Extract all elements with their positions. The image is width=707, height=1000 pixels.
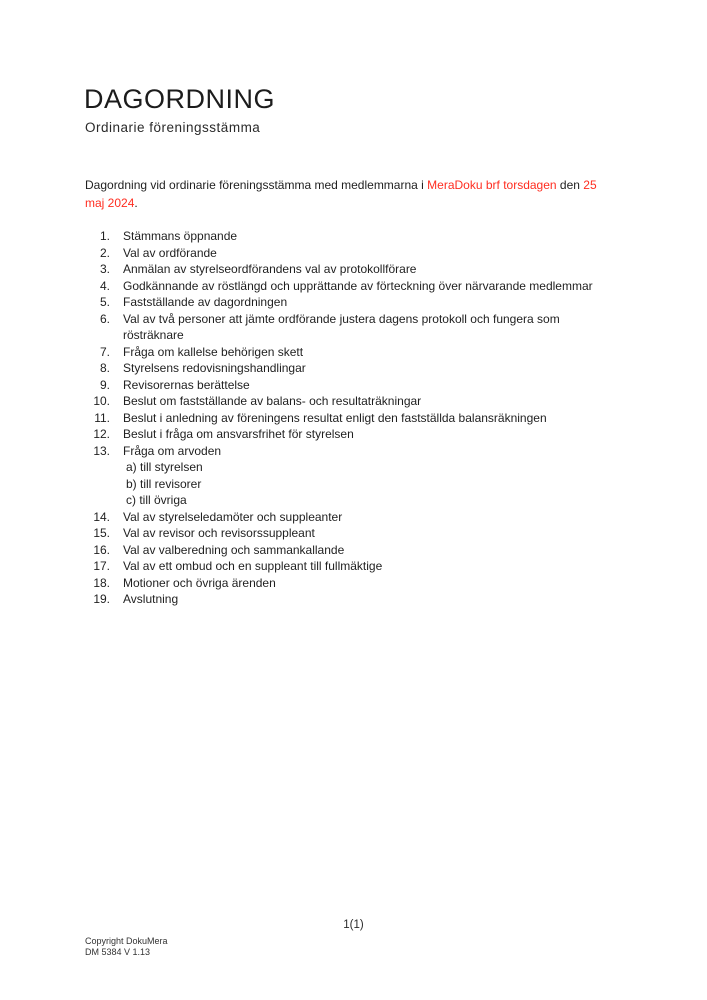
agenda-item-text: Beslut i fråga om ansvarsfrihet för styrelsen: [123, 427, 354, 441]
agenda-item: [85, 410, 630, 427]
intro-line: [85, 177, 630, 195]
agenda-item-text-line: rösträknare: [123, 328, 184, 342]
copyright-line1: Copyright DokuMera: [85, 936, 168, 946]
agenda-item-text: Fråga om kallelse behörigen skett: [123, 344, 304, 359]
agenda-item-number: 3.: [99, 262, 110, 276]
agenda-item-number: 9.: [99, 377, 110, 392]
agenda-item-text: Val av valberedning och sammankallande: [123, 542, 345, 557]
agenda-item-number: 19.: [93, 592, 110, 606]
agenda-item-text: Stämmans öppnande: [123, 229, 238, 243]
agenda-item: [85, 575, 630, 592]
agenda-item-number: 6.: [99, 311, 110, 326]
agenda-item-text: Fråga om arvoden a) till styrelsen b) till revisorer c) till övriga: [123, 443, 630, 509]
agenda-item-number: 4.: [99, 278, 110, 293]
agenda-item-number: 18.: [93, 575, 110, 590]
agenda-item-text: Beslut i anledning av föreningens resultat enligt den fastställda balansräkningen: [123, 410, 547, 425]
agenda-item: [85, 426, 630, 443]
intro-text: den: [556, 178, 584, 192]
intro-text: .: [134, 195, 138, 210]
agenda-item-text: Val av styrelseledamöter och suppleanter: [123, 509, 343, 524]
document-subtitle: Ordinarie föreningsstämma: [85, 120, 261, 135]
agenda-item-number: 7.: [99, 344, 110, 359]
agenda-sub-item: a) till styrelsen: [126, 460, 203, 474]
agenda-item-number: 2.: [99, 245, 110, 260]
intro-text: Dagordning vid ordinarie föreningsstämma med medlemmarna i: [85, 178, 428, 192]
agenda-item: [85, 393, 630, 410]
agenda-item-number: 11.: [94, 410, 110, 425]
agenda-item: [85, 278, 630, 295]
copyright-line2: DM 5384 V 1.13: [85, 946, 151, 957]
agenda-item-text: Val av revisor och revisorssuppleant: [123, 526, 315, 540]
agenda-item-text: Anmälan av styrelseordförandens val av protokollförare: [123, 262, 417, 276]
agenda-item-text: [123, 311, 630, 344]
agenda-item-number: 17.: [93, 559, 110, 573]
agenda-item-number: 13.: [93, 443, 110, 458]
intro-highlighted-text: 25: [583, 178, 597, 192]
agenda-item-text: Revisorernas berättelse: [123, 377, 250, 392]
agenda-item: [85, 377, 630, 394]
agenda-item: [85, 509, 630, 526]
agenda-item: [85, 311, 630, 344]
intro-paragraph: [85, 177, 630, 212]
page-number: 1(1): [343, 919, 364, 931]
agenda-item-text: Val av ett ombud och en suppleant till fullmäktige: [123, 559, 383, 573]
agenda-item-number: 8.: [99, 361, 110, 375]
agenda-item: [85, 591, 630, 608]
agenda-list: [85, 228, 630, 608]
agenda-item-number: 15.: [93, 526, 110, 540]
agenda-item: [85, 294, 630, 311]
intro-highlighted-text: MeraDoku brf torsdagen: [427, 178, 557, 192]
agenda-item-text: Godkännande av röstlängd och upprättande av förteckning över närvarande medlemmar: [123, 278, 593, 293]
agenda-item-number: 14.: [93, 509, 110, 524]
agenda-item: [85, 525, 630, 542]
agenda-sub-item: c) till övriga: [126, 493, 187, 507]
agenda-item-text: Styrelsens redovisningshandlingar: [123, 361, 306, 375]
agenda-item-text-line: Val av två personer att jämte ordförande justera dagens protokoll och fungera som: [123, 311, 560, 326]
agenda-item-number: 1.: [99, 229, 110, 243]
agenda-sub-item: b) till revisorer: [126, 476, 202, 491]
agenda-item: [85, 344, 630, 361]
agenda-item-number: 16.: [93, 542, 110, 557]
agenda-item: [85, 542, 630, 559]
agenda-item: [85, 360, 630, 377]
agenda-item-text: Avslutning: [123, 592, 179, 606]
agenda-item-number: 5.: [99, 295, 110, 309]
copyright: [85, 936, 168, 958]
agenda-item-text: Val av ordförande: [123, 245, 217, 260]
agenda-item-text: Beslut om fastställande av balans- och resultaträkningar: [123, 394, 422, 408]
intro-line: [85, 195, 630, 213]
agenda-item: [85, 261, 630, 278]
agenda-item-number: 10.: [93, 394, 110, 408]
agenda-item: [85, 245, 630, 262]
agenda-item: [85, 228, 630, 245]
agenda-item: [85, 443, 630, 509]
agenda-item: [85, 558, 630, 575]
intro-highlighted-text: maj 2024: [85, 195, 135, 210]
document-title: DAGORDNING: [84, 84, 276, 114]
agenda-item-text: Fastställande av dagordningen: [123, 295, 288, 309]
agenda-item-number: 12.: [93, 427, 110, 441]
agenda-item-text: Motioner och övriga ärenden: [123, 575, 276, 590]
